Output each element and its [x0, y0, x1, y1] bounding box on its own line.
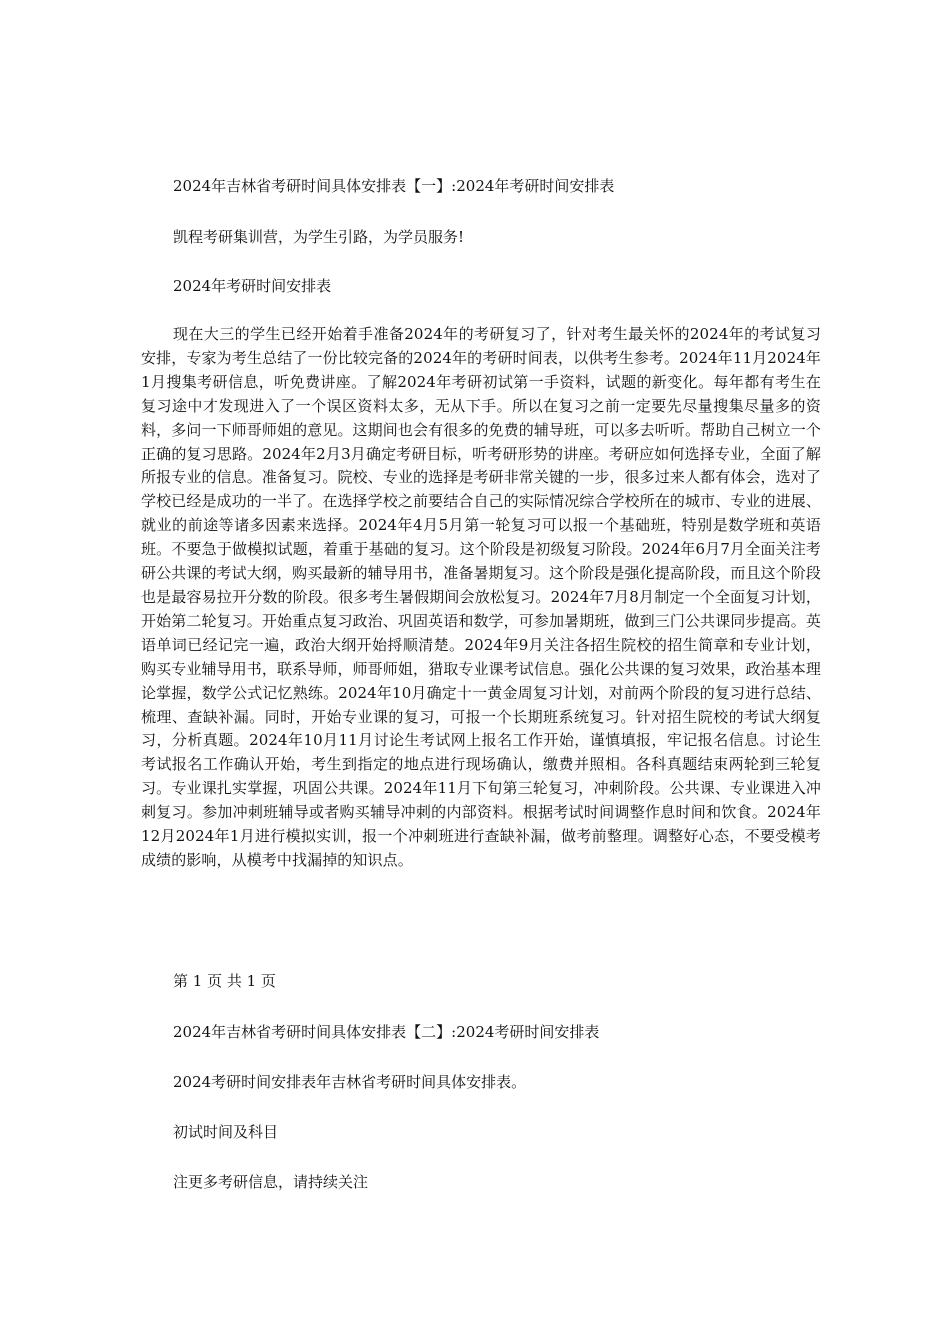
heading-part-two: 2024年吉林省考研时间具体安排表【二】:2024考研时间安排表 — [173, 1023, 600, 1041]
subheading-schedule: 2024年考研时间安排表 — [173, 277, 332, 295]
closing-note: 注更多考研信息，请持续关注 — [173, 1173, 369, 1191]
heading-part-one: 2024年吉林省考研时间具体安排表【一】:2024年考研时间安排表 — [173, 177, 615, 195]
section-title: 初试时间及科目 — [173, 1123, 279, 1141]
body-paragraph: 现在大三的学生已经开始着手准备2024年的考研复习了，针对考生最关怀的2024年的考试复习安排，专家为考生总结了一份比较完备的2024年的考研时间表，以供考生参考。2024年11月2024年1月搜集考研信息，听免费讲座。了解2024年考研初试第一手资料，试题的新变化。每年都有考生在复习途中才发现进入了一个误区资料太多，无从下手。所以在复习之前一定要先尽量搜集尽量多的资料，多问一下师哥师姐的意见。这期间也会有很多的免费的辅导班，可以多去听听。帮助自己树立一个正确的复习思路。2024年2月3月确定考研目标，听考研形势的讲座。考研应如何选择专业，全面了解所报专业的信息。准备复习。院校、专业的选择是考研非常关键的一步，很多过来人都有体会，选对了学校已经是成功的一半了。在选择学校之前要结合自己的实际情况综合学校所在的城市、专业的进展、就业的前途等诸多因素来选择。2024年4月5月第一轮复习可以报一个基础班，特别是数学班和英语班。不要急于做模拟试题，着重于基础的复习。这个阶段是初级复习阶段。2024年6月7月全面关注考研公共课的考试大纲，购买最新的辅导用书，准备暑期复习。这个阶段是强化提高阶段，而且这个阶段也是最容易拉开分数的阶段。很多考生暑假期间会放松复习。2024年7月8月制定一个全面复习计划，开始第二轮复习。开始重点复习政治、巩固英语和数学，可参加暑期班，做到三门公共课同步提高。英语单词已经记完一遍，政治大纲开始捋顺清楚。2024年9月关注各招生院校的招生简章和专业计划，购买专业辅导用书，联系导师，师哥师姐，猎取专业课考试信息。强化公共课的复习效果，政治基本理论掌握，数学公式记忆熟练。2024年10月确定十一黄金周复习计划，对前两个阶段的复习进行总结、梳理、查缺补漏。同时，开始专业课的复习，可报一个长期班系统复习。针对招生院校的考试大纲复习，分析真题。2024年10月11月讨论生考试网上报名工作开始，谨慎填报，牢记报名信息。讨论生考试报名工作确认开始，考生到指定的地点进行现场确认，缴费并照相。各科真题结束两轮到三轮复习。专业课扎实掌握，巩固公共课。2024年11月下旬第三轮复习，冲刺阶段。公共课、专业课进入冲刺复习。参加冲刺班辅导或者购买辅导冲刺的内部资料。根据考试时间调整作息时间和饮食。2024年12月2024年1月进行模拟实训，报一个冲刺班进行查缺补漏，做考前整理。调整好心态，不要受模考成绩的影响，从模考中找漏掉的知识点。 — [141, 325, 821, 869]
page-indicator: 第 1 页 共 1 页 — [173, 972, 276, 990]
slogan: 凯程考研集训营，为学生引路，为学员服务! — [173, 228, 465, 246]
subheading-part-two: 2024考研时间安排表年吉林省考研时间具体安排表。 — [173, 1073, 527, 1091]
